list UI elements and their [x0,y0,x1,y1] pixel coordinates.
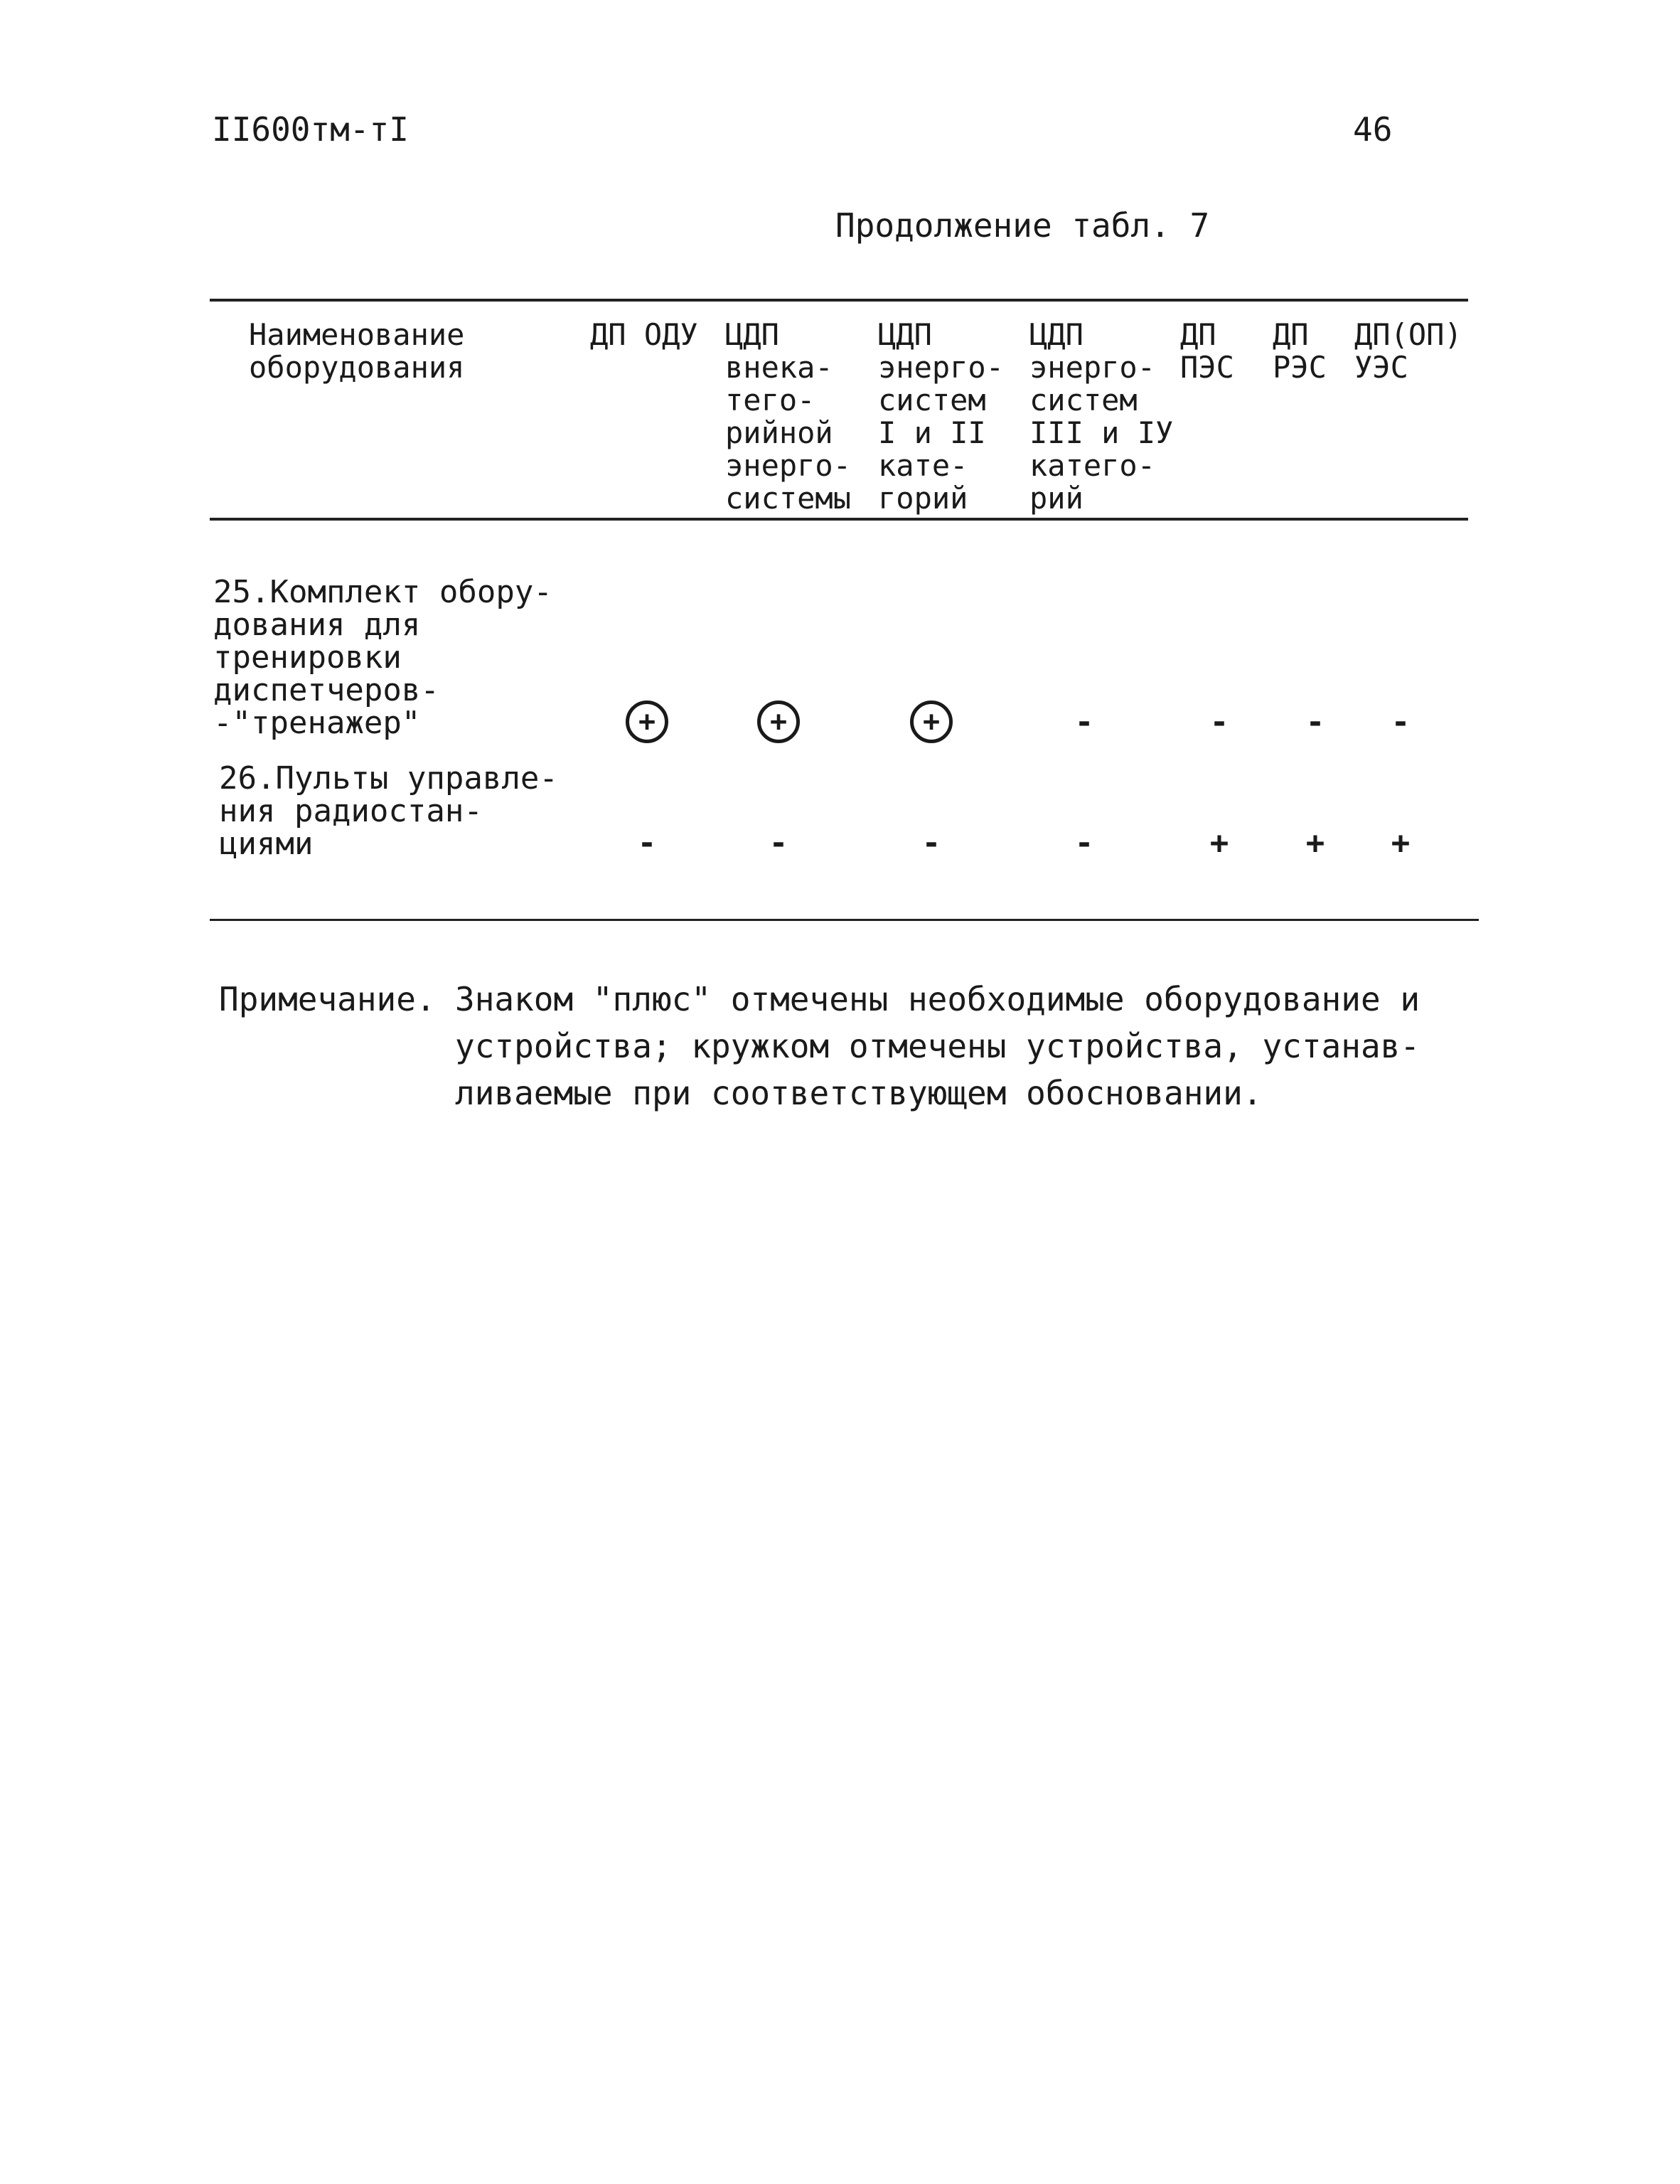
cell-mark-r26-c7: + [1391,824,1411,861]
note-line-1: Знаком "плюс" отмечены необходимые оборудование и [455,980,1420,1018]
cell-mark-r25-c4: - [1074,703,1094,740]
note-line-3: ливаемые при соответствующем обосновании. [455,1074,1263,1112]
cell-mark-r26-c4: - [1074,824,1094,861]
cell-mark-r25-c3: + [906,697,956,747]
cell-mark-r25-c1: + [622,697,672,747]
cell-mark-r26-c3: - [921,824,941,861]
column-header-cdp-noncat: ЦДП внека- тего- рийной энерго- системы [725,317,852,516]
table-top-rule [210,299,1468,302]
cell-mark-r25-c2: + [754,697,803,747]
cell-mark-r26-c2: - [769,824,788,861]
column-header-cdp-cat-3-4: ЦДП энерго- систем III и IУ катего- рий [1029,317,1174,516]
cell-mark-r26-c6: + [1305,824,1325,861]
column-header-dp-odu: ДП ОДУ [590,317,698,352]
page-number: 46 [1353,110,1393,149]
table-continuation-caption: Продолжение табл. 7 [835,206,1210,245]
note-line-2: устройства; кружком отмечены устройства, устанав- [455,1027,1420,1065]
row-label-26: 26.Пульты управле- ния радиостан- циями [219,760,558,862]
cell-mark-r25-c5: - [1209,703,1229,740]
table-bottom-rule [210,919,1479,921]
cell-mark-r25-c7: - [1391,703,1411,740]
table-header-rule [210,518,1468,521]
column-header-dp-ues: ДП(ОП) УЭС [1354,317,1462,385]
row-label-25: 25.Комплект обору- дования для тренировки диспетчеров- -"тренажер" [213,574,552,741]
cell-mark-r26-c1: - [637,824,657,861]
column-header-dp-pes: ДП ПЭС [1180,317,1234,385]
note-label: Примечание. [219,980,436,1018]
cell-mark-r26-c5: + [1209,824,1229,861]
cell-mark-r25-c6: - [1305,703,1325,740]
column-header-name: Наименование оборудования [249,317,465,385]
document-code: II600тм-тI [212,110,409,149]
column-header-dp-res: ДП РЭС [1273,317,1327,385]
column-header-cdp-cat-1-2: ЦДП энерго- систем I и II кате- горий [878,317,1005,516]
